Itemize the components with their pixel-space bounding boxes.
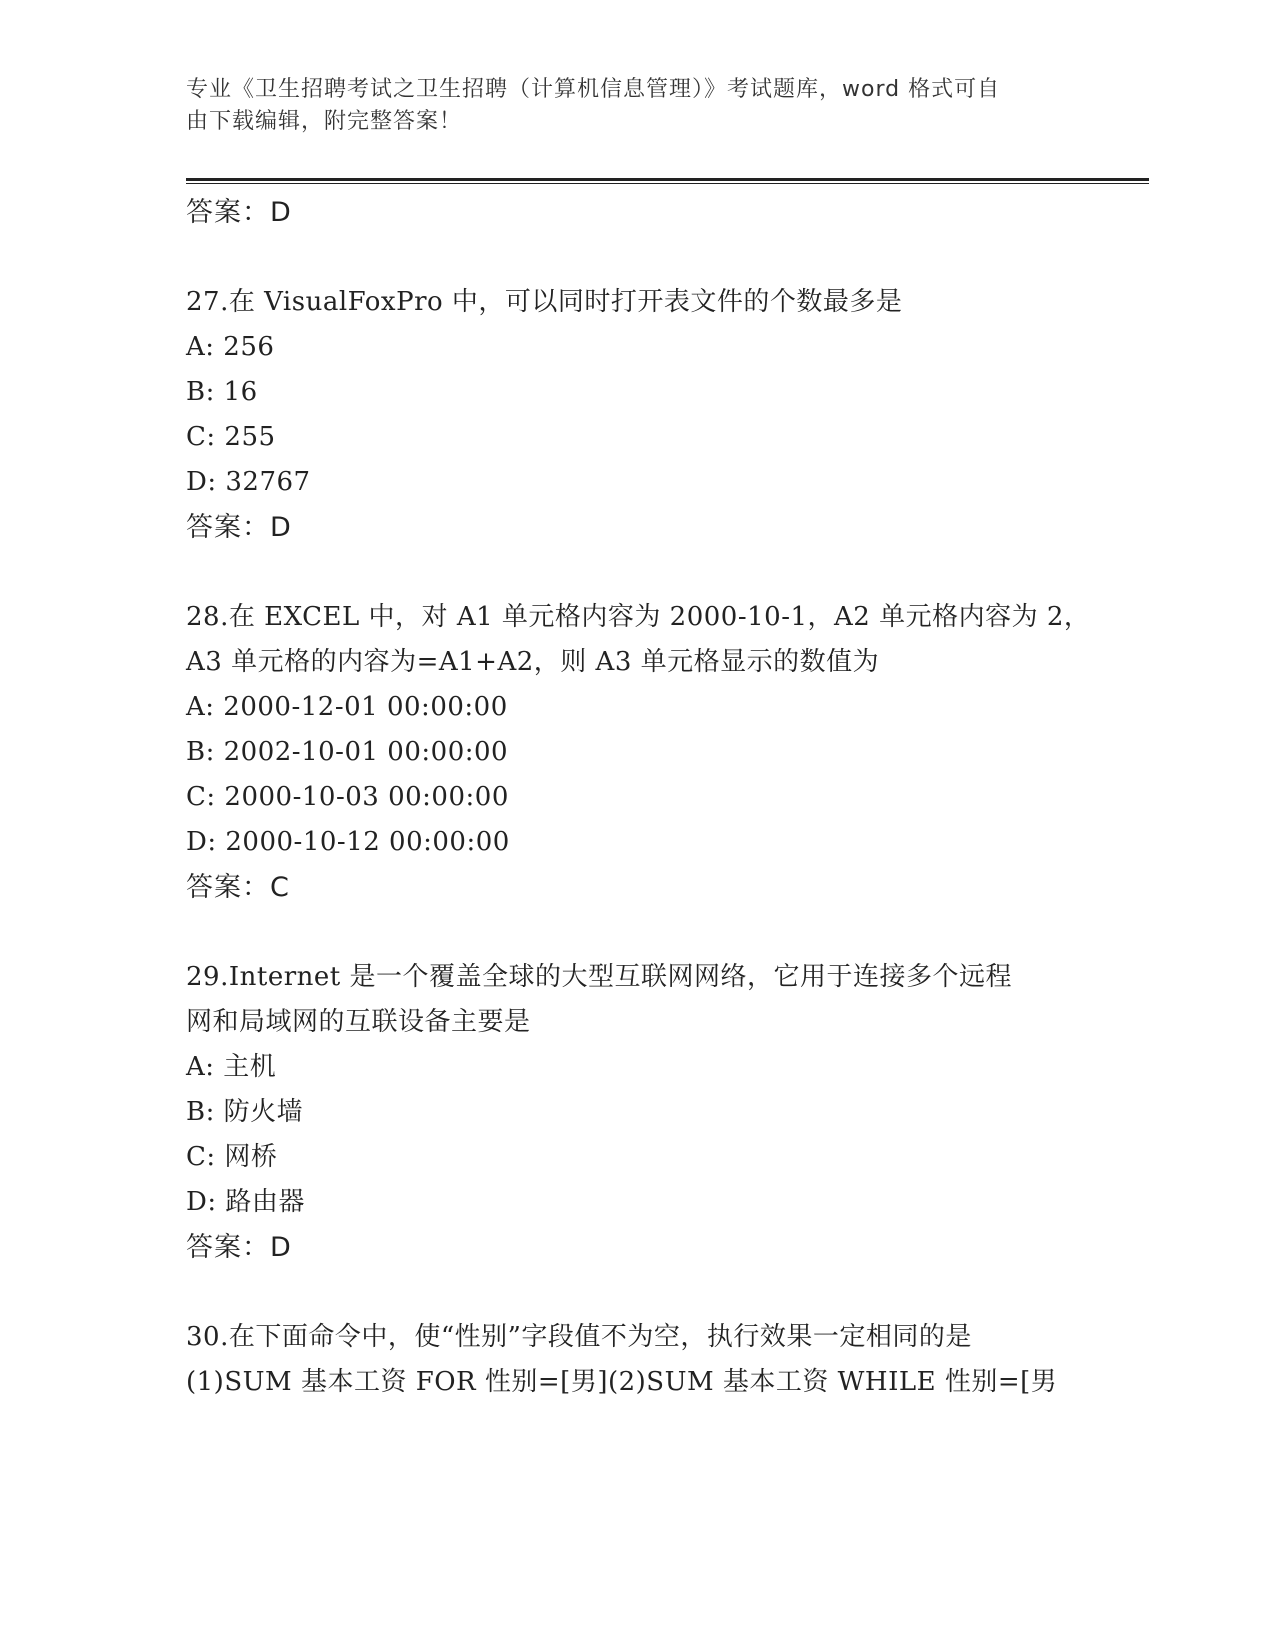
question-text-line-1: 29.Internet 是一个覆盖全球的大型互联网网络，它用于连接多个远程: [186, 962, 1012, 992]
question-30: [186, 1315, 1086, 1405]
question-text-line-1: 30.在下面命令中，使“性别”字段值不为空，执行效果一定相同的是: [186, 1322, 972, 1352]
spacer: [186, 1270, 1086, 1315]
header-rule-thick: [186, 178, 1149, 181]
document-header: [186, 74, 1066, 138]
option-d: D: 2000-10-12 00:00:00: [186, 827, 510, 857]
option-c: C: 网桥: [186, 1142, 278, 1172]
header-rule-thin: [186, 183, 1149, 184]
header-line-2: 由下载编辑，附完整答案！: [186, 109, 463, 134]
option-c: C: 255: [186, 422, 276, 452]
question-text-line-2: A3 单元格的内容为=A1+A2，则 A3 单元格显示的数值为: [186, 647, 880, 677]
answer: 答案：D: [186, 512, 292, 543]
spacer: [186, 910, 1086, 955]
option-d: D: 32767: [186, 467, 311, 497]
question-text: 27.在 VisualFoxPro 中，可以同时打开表文件的个数最多是: [186, 287, 903, 317]
option-c: C: 2000-10-03 00:00:00: [186, 782, 509, 812]
option-b: B: 16: [186, 377, 258, 407]
option-d: D: 路由器: [186, 1187, 305, 1217]
option-b: B: 防火墙: [186, 1097, 304, 1127]
prev-answer: 答案：D: [186, 197, 292, 228]
question-28: [186, 595, 1091, 910]
spacer: [186, 235, 1086, 280]
option-a: A: 2000-12-01 00:00:00: [186, 692, 508, 722]
answer: 答案：C: [186, 872, 290, 903]
document-body: [186, 190, 1091, 1405]
option-b: B: 2002-10-01 00:00:00: [186, 737, 509, 767]
option-a: A: 主机: [186, 1052, 277, 1082]
spacer: [186, 550, 1086, 595]
answer: 答案：D: [186, 1232, 292, 1263]
question-27: [186, 280, 1086, 550]
question-text-line-2: (1)SUM 基本工资 FOR 性别=[男](2)SUM 基本工资 WHILE 性别=[男: [186, 1367, 1058, 1397]
question-text-line-2: 网和局域网的互联设备主要是: [186, 1007, 531, 1037]
header-line-1: 专业《卫生招聘考试之卫生招聘（计算机信息管理）》考试题库，word 格式可自: [186, 77, 1001, 102]
option-a: A: 256: [186, 332, 275, 362]
question-text-line-1: 28.在 EXCEL 中，对 A1 单元格内容为 2000-10-1，A2 单元格内容为 2，: [186, 602, 1091, 632]
question-29: [186, 955, 1086, 1270]
